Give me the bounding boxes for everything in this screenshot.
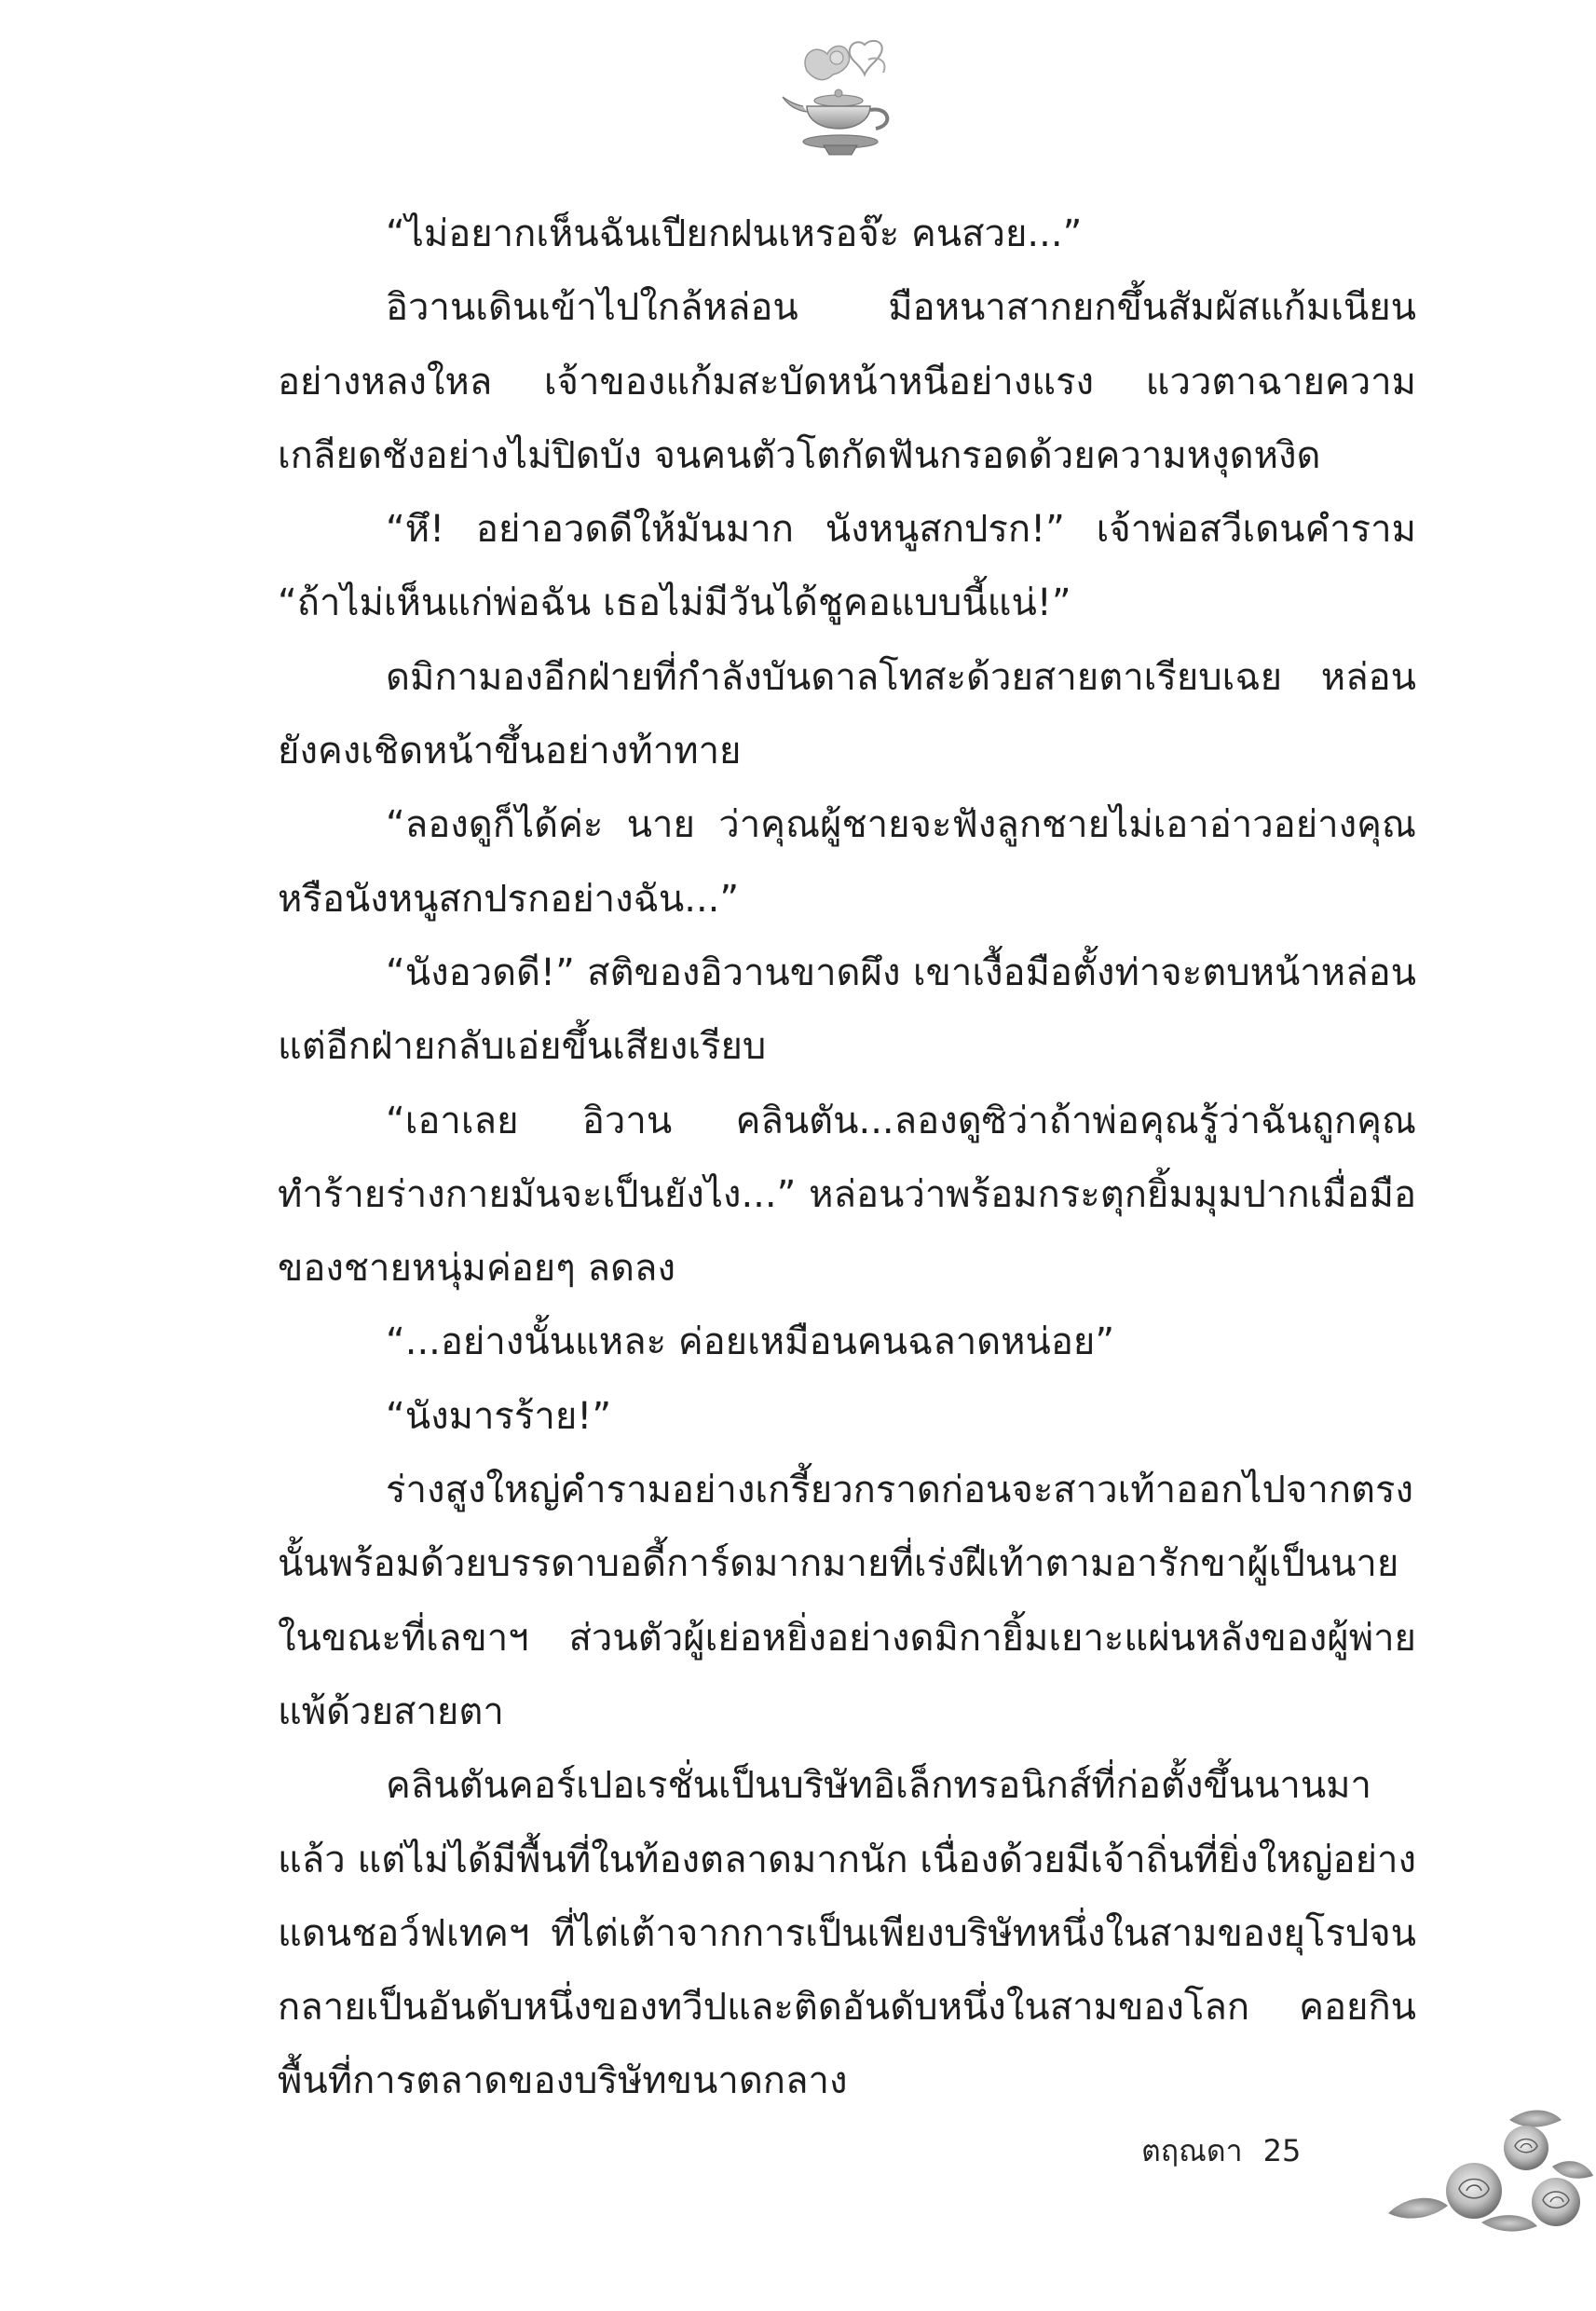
roses-icon: [1370, 2101, 1596, 2236]
teapot-cupid-icon: [779, 35, 909, 161]
paragraph: “ลองดูก็ได้ค่ะ นาย ว่าคุณผู้ชายจะฟังลูกชายไม่เอาอ่าวอย่างคุณ หรือนังหนูสกปรกอย่างฉัน...”: [278, 803, 1416, 921]
paragraph: ดมิกามองอีกฝ่ายที่กำลังบันดาลโทสะด้วยสายตาเรียบเฉย หล่อนยังคงเชิดหน้าขึ้นอย่างท้าทาย: [278, 655, 1416, 773]
paragraph: “ไม่อยากเห็นฉันเปียกฝนเหรอจ๊ะ คนสวย...”: [386, 212, 1083, 255]
paragraph: อิวานเดินเข้าไปใกล้หล่อน มือหนาสากยกขึ้นสัมผัสแก้มเนียนอย่างหลงใหล เจ้าของแก้มสะบัดหน้าหนีอย่างแรง แววตาฉายความเกลียดชังอย่างไม่ปิดบัง จนคนตัวโตกัดฟันกรอดด้วยความหงุดหงิด: [278, 286, 1416, 477]
body-text: [278, 198, 1416, 2119]
paragraph: “...อย่างนั้นแหละ ค่อยเหมือนคนฉลาดหน่อย”: [386, 1320, 1115, 1364]
book-title: ตฤณดา: [1141, 2132, 1243, 2168]
paragraph: “หึ! อย่าอวดดีให้มันมาก นังหนูสกปรก!” เจ้าพ่อสวีเดนคำราม “ถ้าไม่เห็นแก่พ่อฉัน เธอไม่มีวันได้ชูคอแบบนี้แน่!”: [278, 508, 1416, 625]
paragraph: คลินตันคอร์เปอเรชั่นเป็นบริษัทอิเล็กทรอนิกส์ที่ก่อตั้งขึ้นนานมาแล้ว แต่ไม่ได้มีพื้นที่ในท้องตลาดมากนัก เนื่องด้วยมีเจ้าถิ่นที่ยิ่งใหญ่อย่างแดนชอว์ฟเทคฯ ที่ไต่เต้าจากการเป็นเพียงบริษัทหนึ่งในสามของยุโรปจนกลายเป็นอันดับหนึ่งของทวีปและติดอันดับหนึ่งในสามของโลก คอยกินพื้นที่การตลาดของบริษัทขนาดกลาง: [278, 1764, 1417, 2103]
paragraph: “นังมารร้าย!”: [386, 1394, 612, 1438]
paragraph: “เอาเลย อิวาน คลินตัน...ลองดูซิว่าถ้าพ่อคุณรู้ว่าฉันถูกคุณทำร้ายร่างกายมันจะเป็นยังไง...” หล่อนว่าพร้อมกระตุกยิ้มมุมปากเมื่อมือของชายหนุ่มค่อยๆ ลดลง: [278, 1099, 1416, 1291]
page-number: 25: [1262, 2133, 1302, 2168]
page-footer: [1141, 2123, 1301, 2179]
paragraph: ร่างสูงใหญ่คำรามอย่างเกรี้ยวกราดก่อนจะสาวเท้าออกไปจากตรงนั้นพร้อมด้วยบรรดาบอดี้การ์ดมากมายที่เร่งฝีเท้าตามอารักขาผู้เป็นนาย ในขณะที่เลขาฯ ส่วนตัวผู้เย่อหยิ่งอย่างดมิกายิ้มเยาะแผ่นหลังของผู้พ่ายแพ้ด้วยสายตา: [278, 1469, 1416, 1733]
paragraph: “นังอวดดี!” สติของอิวานขาดผึง เขาเงื้อมือตั้งท่าจะตบหน้าหล่อน แต่อีกฝ่ายกลับเอ่ยขึ้นเสียงเรียบ: [278, 950, 1416, 1069]
